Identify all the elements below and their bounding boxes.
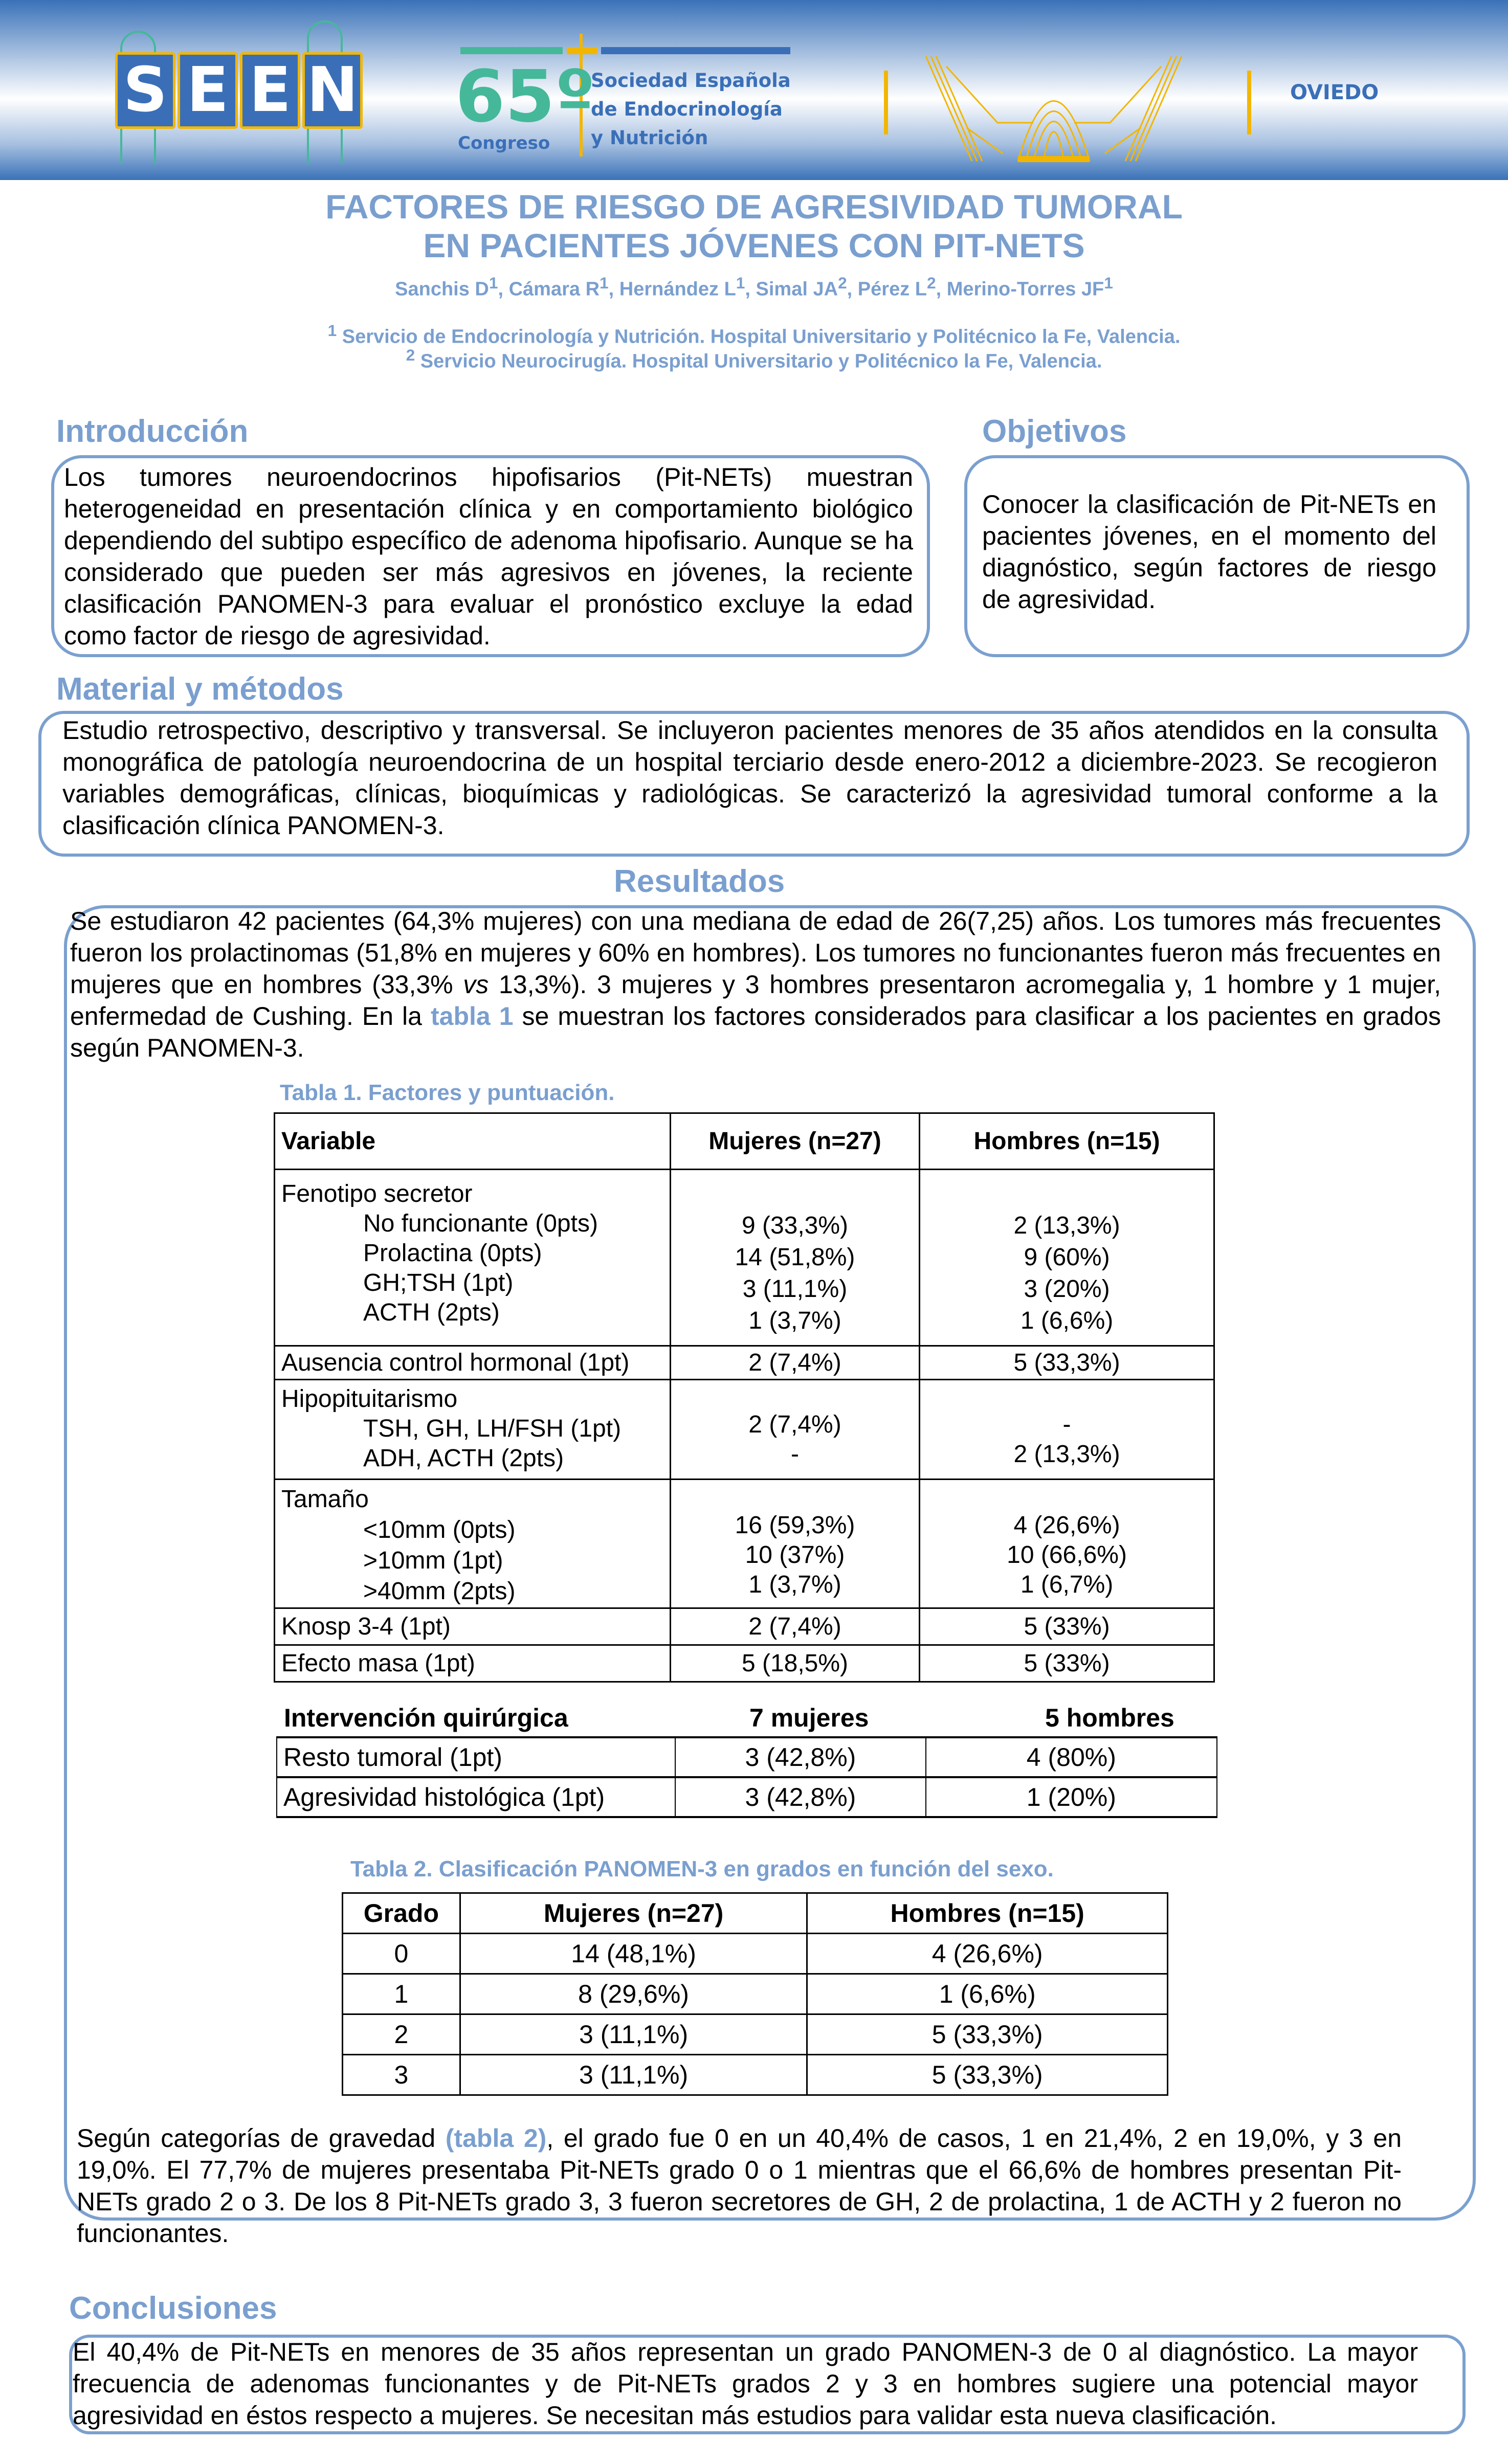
surgery-women-count: 7 mujeres [749, 1704, 869, 1732]
table-row-agresividad-histologica: Agresividad histológica (1pt) 3 (42,8%) 1 (20%) [277, 1777, 1217, 1817]
seen-letter-s: S [115, 52, 175, 129]
seen-letters [115, 52, 363, 129]
table-row-hipopituitarismo: Hipopituitarismo TSH, GH, LH/FSH (1pt) ADH, ACTH (2pts) 2 (7,4%) - - 2 (13,3%) [275, 1380, 1214, 1480]
metodos-text: Estudio retrospectivo, descriptivo y transversal. Se incluyeron pacientes menores de 35 años atendidos en la consulta monográfica de patología neuroendocrina de un hospital terciario desde enero-2012 a diciembre-2023. Se recogieron variables demográficas, clínicas, bioquímicas y radiológicas. Se caracterizó la agresividad tumoral conforme a la clasificación clínica PANOMEN-3. [62, 716, 1437, 840]
affiliation-1: $^1$ Servicio de Endocrinología y Nutrición. Hospital Universitario y Politécnico la Fe, Valencia. [327, 321, 1181, 348]
blue-bar [601, 47, 790, 54]
tabla-2-caption: Tabla 2. Clasificación PANOMEN-3 en grados en función del sexo. [350, 1856, 1054, 1881]
poster-header [0, 0, 1508, 180]
table-row-grado-1: 1 8 (29,6%) 1 (6,6%) [343, 1974, 1168, 2014]
surgery-table [276, 1736, 1217, 1818]
objetivos-text: Conocer la clasificación de Pit-NETs en pacientes jóvenes, en el momento del diagnóstico, según factores de riesgo de agresividad. [982, 490, 1436, 614]
title-line-2: EN PACIENTES JÓVENES CON PIT-NETS [423, 227, 1085, 264]
table-header-row: Grado Mujeres (n=27) Hombres (n=15) [343, 1893, 1168, 1934]
authors: Sanchis $D^1$, Cámara $R^1$, Hernández $L^1$, Simal $JA^2$, Pérez $L^2$, Merino-Torres $JF^1$ [395, 274, 1113, 300]
green-bar [460, 47, 563, 54]
metodos-heading: Material y métodos [56, 671, 344, 707]
society-line-1: Sociedad Española [591, 70, 791, 92]
conclusiones-heading: Conclusiones [69, 2291, 277, 2326]
yellow-separator-right [1247, 71, 1251, 135]
table-row-grado-3: 3 3 (11,1%) 5 (33,3%) [343, 2055, 1168, 2095]
surgery-heading: Intervención quirúrgica [284, 1704, 568, 1732]
yellow-separator-left [884, 71, 888, 135]
seen-letter-e2: E [240, 52, 300, 129]
title-line-1: FACTORES DE RIESGO DE AGRESIVIDAD TUMORAL [325, 188, 1183, 226]
surgery-men-count: 5 hombres [1045, 1704, 1174, 1732]
congress-label: Congreso [458, 133, 550, 153]
introduccion-heading: Introducción [56, 414, 249, 449]
society-line-3: y Nutrición [591, 127, 708, 149]
resultados-intro-text: Se estudiaron 42 pacientes (64,3% mujeres) con una mediana de edad de 26(7,25) años. Los tumores más frecuentes fueron los prolactinomas (51,8% en mujeres y 60% en hombres). Los tumores no funcionantes fueron más frecuentes en mujeres que en hombres (33,3% vs 13,3%). 3 mujeres y 3 hombres presentaron acromegalia y, 1 hombre y 1 mujer, enfermedad de Cushing. En la tabla 1 se muestran los factores considerados para clasificar a los pacientes en grados según PANOMEN-3. [70, 907, 1441, 1062]
table-row-grado-0: 0 14 (48,1%) 4 (26,6%) [343, 1934, 1168, 1974]
congress-number: 65º [455, 55, 595, 139]
congress-logo [455, 36, 803, 159]
table-row-resto-tumoral: Resto tumoral (1pt) 3 (42,8%) 4 (80%) [277, 1737, 1217, 1777]
city-name: OVIEDO [1290, 81, 1379, 104]
tabla-2 [342, 1892, 1168, 2096]
resultados-grados-text: Según categorías de gravedad (tabla 2), el grado fue 0 en un 40,4% de casos, 1 en 21,4%, 2 en 19,0%, y 3 en 19,0%. El 77,7% de mujeres presentaba Pit-NETs grado 0 o 1 mientras que el 66,6% de hombres presentan Pit-NETs grado 2 o 3. De los 8 Pit-NETs grado 3, 3 fueron secretores de GH, 2 de prolactina, 1 de ACTH y 2 fueron no funcionantes. [77, 2124, 1402, 2248]
seen-letter-e1: E [178, 52, 238, 129]
society-line-2: de Endocrinología [591, 98, 783, 120]
objetivos-heading: Objetivos [982, 414, 1127, 449]
seen-letter-n: N [302, 52, 363, 129]
tabla-1-caption: Tabla 1. Factores y puntuación. [280, 1080, 615, 1105]
tabla-1-link[interactable]: tabla 1 [430, 1002, 514, 1031]
resultados-heading: Resultados [614, 864, 785, 899]
affiliation-2: $^2$ Servicio Neurocirugía. Hospital Universitario y Politécnico la Fe, Valencia. [406, 346, 1102, 372]
table-row-grado-2: 2 3 (11,1%) 5 (33,3%) [343, 2014, 1168, 2055]
oviedo-building-icon [916, 51, 1192, 164]
introduccion-text: Los tumores neuroendocrinos hipofisarios (Pit-NETs) muestran heterogeneidad en presentación clínica y en comportamiento biológico dependiendo del subtipo específico de adenoma hipofisario. Aunque se ha considerado que pueden ser más agresivos en jóvenes, la reciente clasificación PANOMEN-3 para evaluar el pronóstico excluye la edad como factor de riesgo de agresividad. [64, 463, 913, 650]
poster-title [0, 187, 1508, 265]
table-header-row: Variable Mujeres (n=27) Hombres (n=15) [275, 1113, 1214, 1170]
conclusiones-text: El 40,4% de Pit-NETs en menores de 35 años representan un grado PANOMEN-3 de 0 al diagnóstico. La mayor frecuencia de adenomas funcionantes y de Pit-NETs grados 2 y 3 en hombres sugiere una potencial mayor agresividad en éstos respecto a mujeres. Se necesitan más estudios para validar esta nueva clasificación. [73, 2338, 1418, 2430]
tabla-2-link[interactable]: (tabla 2) [445, 2124, 547, 2153]
society-name [591, 66, 791, 152]
tabla-1 [274, 1112, 1215, 1683]
table-row-fenotipo: Fenotipo secretor No funcionante (0pts) Prolactina (0pts) GH;TSH (1pt) ACTH (2pts) 9 (33,3%) 14 (51,8%) 3 (11,1%) 1 (3,7%) 2 (13,3%) 9 (60%) 3 (20%) 1 (6,6%) [275, 1170, 1214, 1346]
table-row-tamano: Tamaño <10mm (0pts) >10mm (1pt) >40mm (2pts) 16 (59,3%) 10 (37%) 1 (3,7%) 4 (26,6%) 10 (66,6%) 1 (6,7%) [275, 1480, 1214, 1608]
seen-logo [110, 20, 366, 164]
table-row-knosp: Knosp 3-4 (1pt) 2 (7,4%) 5 (33%) [275, 1608, 1214, 1645]
table-row-efecto-masa: Efecto masa (1pt) 5 (18,5%) 5 (33%) [275, 1645, 1214, 1682]
table-row-control-hormonal: Ausencia control hormonal (1pt) 2 (7,4%) 5 (33,3%) [275, 1346, 1214, 1380]
